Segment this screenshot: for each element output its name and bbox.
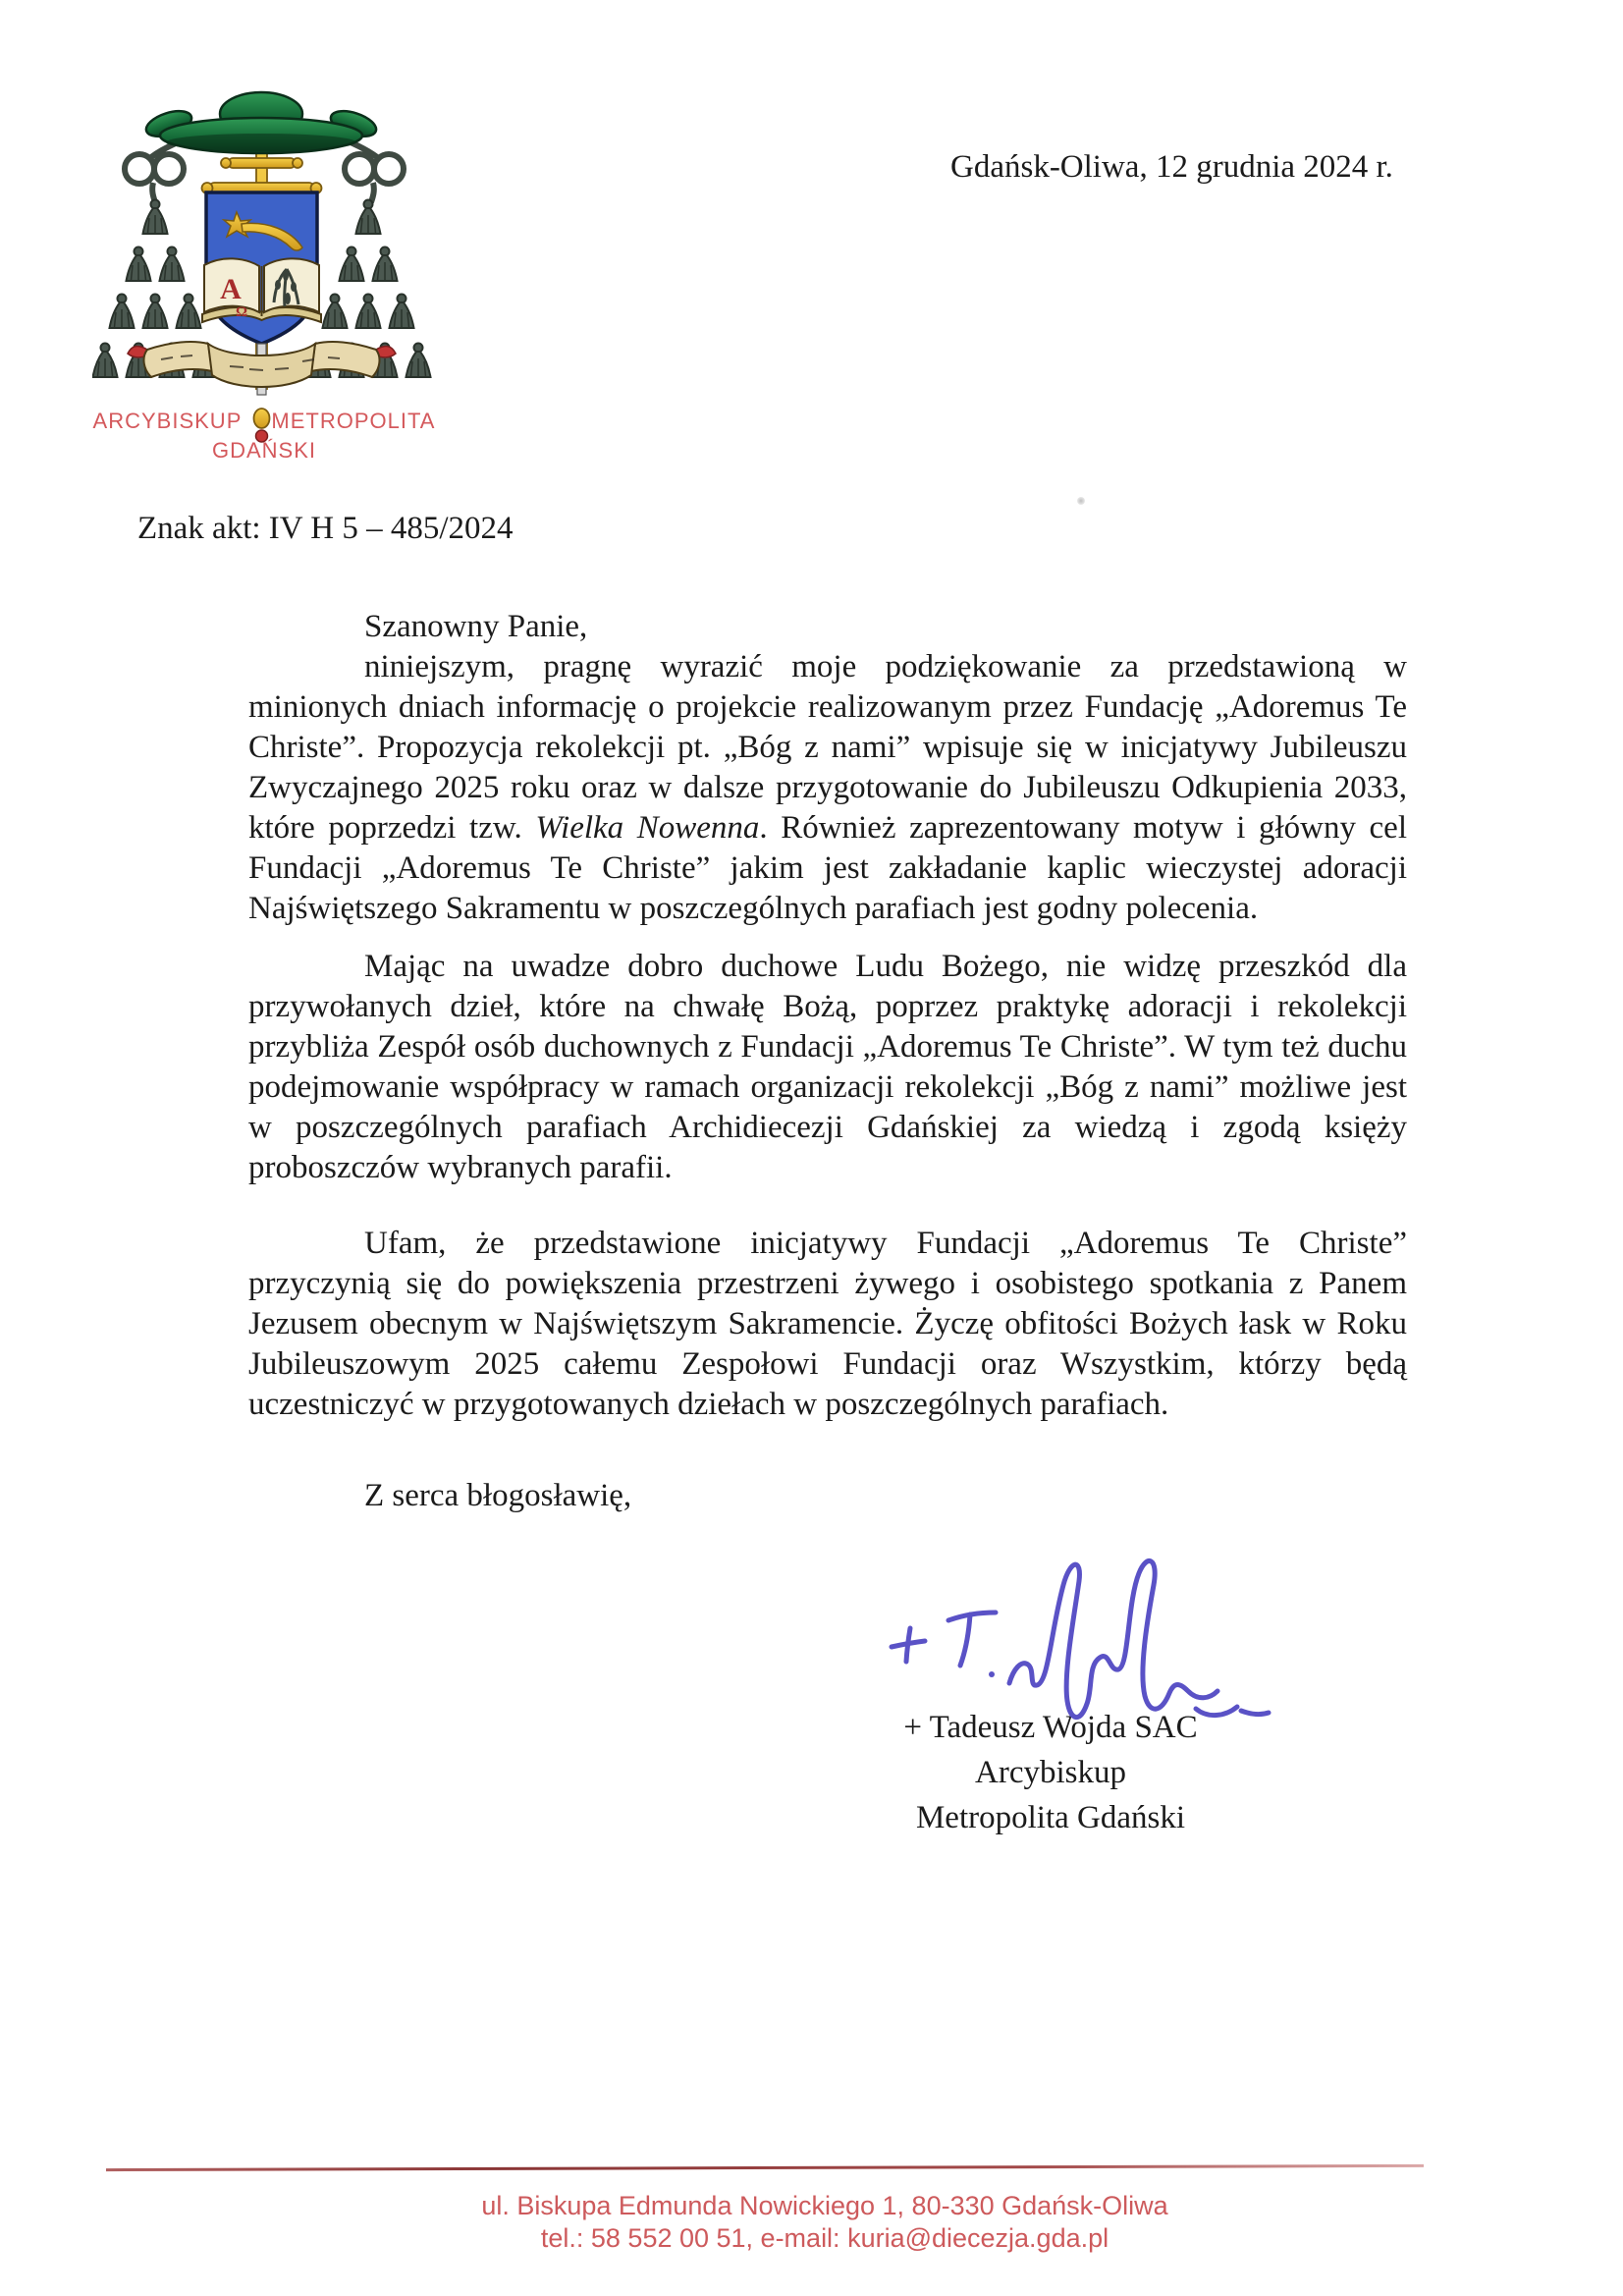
italic-phrase: Wielka Nowenna [535, 810, 760, 846]
svg-text:Ω: Ω [235, 304, 248, 320]
salutation: Szanowny Panie, [364, 609, 588, 644]
footer-divider [106, 2164, 1424, 2171]
svg-text:A: A [220, 273, 242, 305]
signer-title-2: Metropolita Gdański [915, 1800, 1186, 1835]
paragraph-1: niniejszym, pragnę wyrazić moje podziękowanie za przedstawioną w minionych dniach informację o projekcie realizowanym przez Fundację „Adoremus Te Christe”. Propozycja rekolekcji pt. „Bóg z nami” wpisuje się w inicjatywy Jubileuszu Zwyczajnego 2025 roku oraz w dalsze przygotowanie do Jubileuszu Odkupienia 2033, które poprzedzi tzw. Wielka Nowenna. Również zaprezentowany motyw i główny cel Fundacji „Adoremus Te Christe” jakim jest zakładanie kaplic wieczystej adoracji Najświętszego Sakramentu w poszczególnych parafiach jest godny polecenia. [248, 649, 1407, 926]
closing-line: Z serca błogosławię, [364, 1478, 632, 1513]
date-line: Gdańsk-Oliwa, 12 grudnia 2024 r. [950, 149, 1393, 185]
signer-title-1: Arcybiskup [975, 1755, 1126, 1790]
letterhead-title [92, 407, 436, 465]
reference-number: Znak akt: IV H 5 – 485/2024 [137, 511, 514, 546]
letter-body [248, 607, 1407, 1516]
handwritten-signature-icon [864, 1544, 1286, 1760]
coat-of-arms-icon [92, 59, 436, 452]
letterhead-title-line2: GDAŃSKI [211, 438, 317, 463]
letterhead [92, 59, 436, 481]
letterhead-title-word2: METROPOLITA [271, 409, 436, 433]
footer-address: ul. Biskupa Edmunda Nowickiego 1, 80-330 Gdańsk-Oliwa [481, 2191, 1168, 2220]
footer [324, 2190, 1325, 2255]
signer-name: + Tadeusz Wojda SAC [903, 1710, 1198, 1745]
paragraph-2: Mając na uwadze dobro duchowe Ludu Bożego, nie widzę przeszkód dla przywołanych dzieł, które na chwałę Bożą, poprzez praktykę adoracji i rekolekcji przybliża Zespół osób duchownych z Fundacji „Adoremus Te Christe”. W tym też duchu podejmowanie współpracy w ramach organizacji rekolekcji „Bóg z nami” możliwe jest w poszczególnych parafiach Archidiecezji Gdańskiej za wiedzą i zgodą księży proboszczów wybranych parafii. [248, 949, 1407, 1185]
footer-contact: tel.: 58 552 00 51, e-mail: kuria@diecezja.gda.pl [540, 2223, 1109, 2253]
scan-artifact [1077, 497, 1085, 505]
letterhead-title-word1: ARCYBISKUP [92, 409, 243, 433]
paragraph-3: Ufam, że przedstawione inicjatywy Fundacji „Adoremus Te Christe” przyczynią się do powiększenia przestrzeni żywego i osobistego spotkania z Panem Jezusem obecnym w Najświętszym Sakramencie. Życzę obfitości Bożych łask w Roku Jubileuszowym 2025 całemu Zespołowi Fundacji oraz Wszystkim, którzy będą uczestniczyć w przygotowanych dziełach w poszczególnych parafiach. [248, 1226, 1407, 1422]
